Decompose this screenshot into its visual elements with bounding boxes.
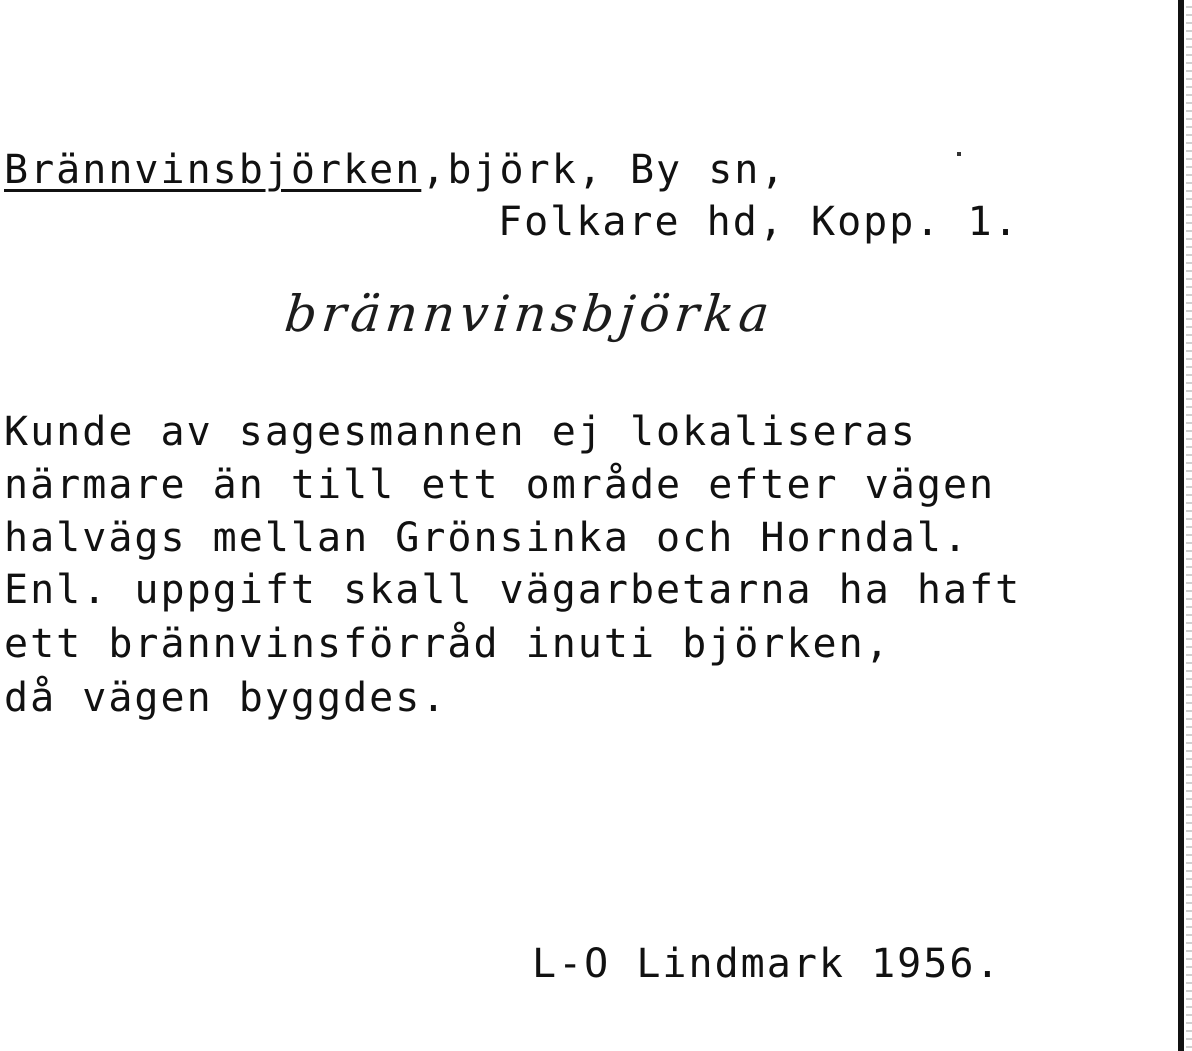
card-edge-texture (1186, 0, 1192, 1051)
headword: Brännvinsbjörken (4, 147, 422, 193)
body-line-4: Enl. uppgift skall vägarbetarna ha haft (4, 567, 1022, 613)
body-line-6: då vägen byggdes. (4, 675, 448, 721)
heading-line-1 (4, 146, 786, 194)
heading-details: ,björk, By sn, (421, 147, 787, 193)
body-line-3: halvägs mellan Grönsinka och Horndal. (4, 515, 970, 561)
card-right-edge (1178, 0, 1184, 1051)
heading-line-2: Folkare hd, Kopp. 1. (498, 199, 1020, 245)
scan-speck (957, 152, 961, 156)
signature: L-O Lindmark 1956. (532, 941, 1002, 987)
body-line-2: närmare än till ett område efter vägen (4, 462, 996, 508)
body-line-1: Kunde av sagesmannen ej lokaliseras (4, 409, 917, 455)
handwritten-pronunciation: brännvinsbjörka (281, 285, 777, 343)
body-line-5: ett brännvinsförråd inuti björken, (4, 621, 891, 667)
